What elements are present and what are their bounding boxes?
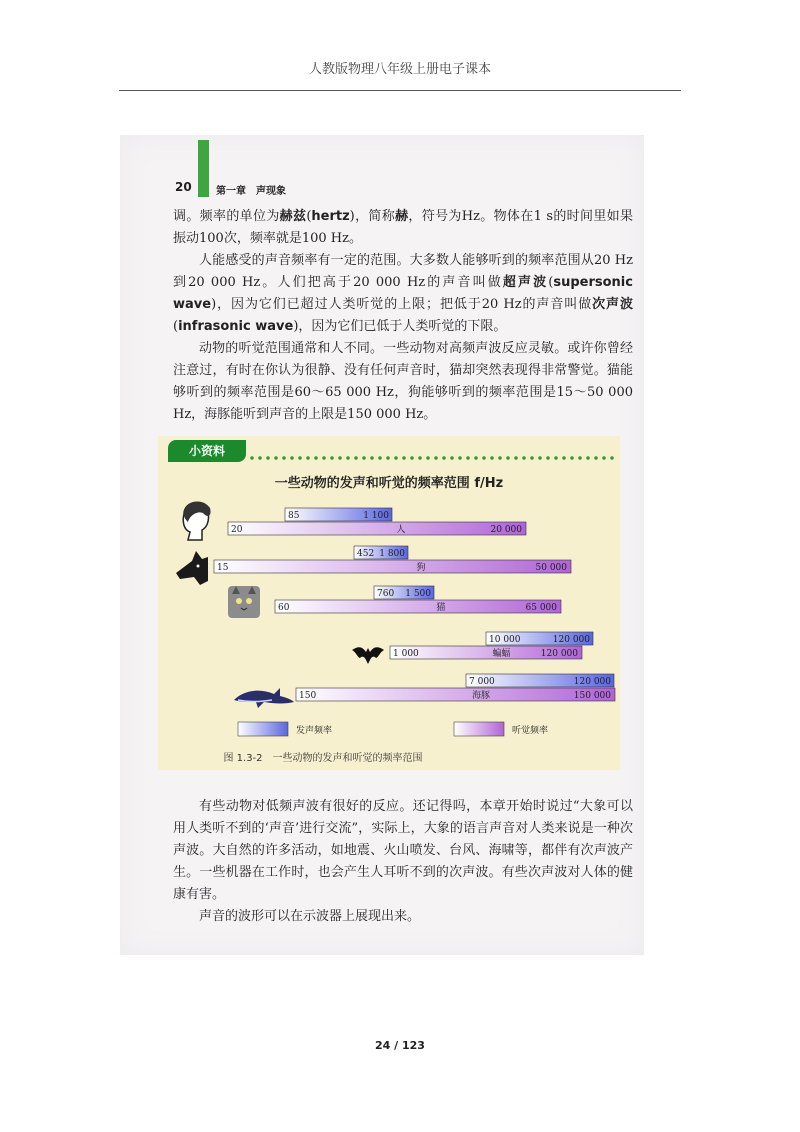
page-counter: 24 / 123 (375, 1039, 425, 1052)
book-page-number: 20 (175, 180, 192, 194)
dolphin-icon (234, 688, 294, 708)
frequency-range-chart (158, 436, 620, 770)
header-divider (119, 90, 681, 91)
emit-max-label: 120 000 (573, 677, 611, 687)
emit-max-label: 1 100 (363, 511, 389, 521)
animal-name-label: 狗 (416, 563, 426, 573)
legend-emit-label: 发声频率 (296, 726, 333, 736)
paragraph-5: 声音的波形可以在示波器上展现出来。 (199, 909, 421, 924)
dog-head-icon (176, 551, 208, 585)
emit-min-label: 760 (377, 589, 395, 599)
hear-min-label: 20 (231, 525, 243, 535)
bat-icon (352, 647, 384, 664)
chapter-color-bar (198, 140, 209, 197)
paragraph-1: 调。频率的单位为赫兹(hertz)，简称赫，符号为Hz。物体在1 s的时间里如果振动100次，频率就是100 Hz。 (173, 209, 633, 246)
chart-title: 一些动物的发声和听觉的频率范围 f/Hz (274, 476, 504, 491)
legend-hear-label: 听觉频率 (512, 726, 549, 736)
hear-min-label: 15 (217, 563, 229, 573)
paragraph-4: 有些动物对低频声波有很好的反应。还记得吗，本章开始时说过“大象可以用人类听不到的‘声音’进行交流”，实际上，大象的语言声音对人类来说是一种次声波。大自然的许多活动，如地震、火山喷发、台风、海啸等，都伴有次声波产生。一些机器在工作时，也会产生人耳听不到的次声波。有些次声波对人体的健康有害。 (173, 799, 633, 902)
emit-max-label: 1 800 (379, 549, 405, 559)
animal-name-label: 海豚 (472, 691, 491, 701)
hear-max-label: 150 000 (573, 691, 611, 701)
hear-min-label: 150 (299, 691, 317, 701)
emit-min-label: 452 (357, 549, 375, 559)
emit-max-label: 120 000 (552, 635, 590, 645)
hear-bar (296, 688, 615, 701)
document-header-title: 人教版物理八年级上册电子课本 (308, 62, 491, 77)
hear-max-label: 120 000 (540, 649, 578, 659)
hear-bar (228, 522, 526, 535)
figure-caption: 图 1.3-2 一些动物的发声和听觉的频率范围 (223, 753, 423, 764)
emit-min-label: 85 (288, 511, 300, 521)
hear-bar (275, 600, 561, 613)
hear-min-label: 60 (278, 603, 290, 613)
animal-name-label: 猫 (436, 603, 446, 613)
hear-max-label: 65 000 (525, 603, 557, 613)
paragraph-2: 人能感受的声音频率有一定的范围。大多数人能够听到的频率范围从20 Hz到20 000 Hz。人们把高于20 000 Hz的声音叫做超声波(supersonic wave)，因为它们已超过人类听觉的上限；把低于20 Hz的声音叫做次声波(infrasonic wave)，因为它们已低于人类听觉的下限。 (173, 253, 633, 334)
chapter-label: 第一章 声现象 (216, 186, 286, 197)
emit-min-label: 10 000 (489, 635, 521, 645)
hear-min-label: 1 000 (393, 649, 419, 659)
animal-name-label: 蝙蝠 (492, 649, 511, 659)
info-box-tag: 小资料 (168, 440, 246, 462)
human-head-icon (183, 501, 210, 540)
paragraph-3: 动物的听觉范围通常和人不同。一些动物对高频声波反应灵敏。或许你曾经注意过，有时在你认为很静、没有任何声音时，猫却突然表现得非常警觉。猫能够听到的频率范围是60～65 000 Hz，狗能够听到的频率范围是15～50 000 Hz，海豚能听到声音的上限是150 000 Hz。 (173, 341, 633, 422)
cat-face-icon (228, 586, 260, 618)
animal-name-label: 人 (396, 525, 406, 535)
hear-max-label: 50 000 (535, 563, 567, 573)
chart-legend (238, 722, 548, 736)
hear-bar (214, 560, 571, 573)
emit-min-label: 7 000 (469, 677, 495, 687)
emit-max-label: 1 500 (405, 589, 431, 599)
hear-max-label: 20 000 (490, 525, 522, 535)
